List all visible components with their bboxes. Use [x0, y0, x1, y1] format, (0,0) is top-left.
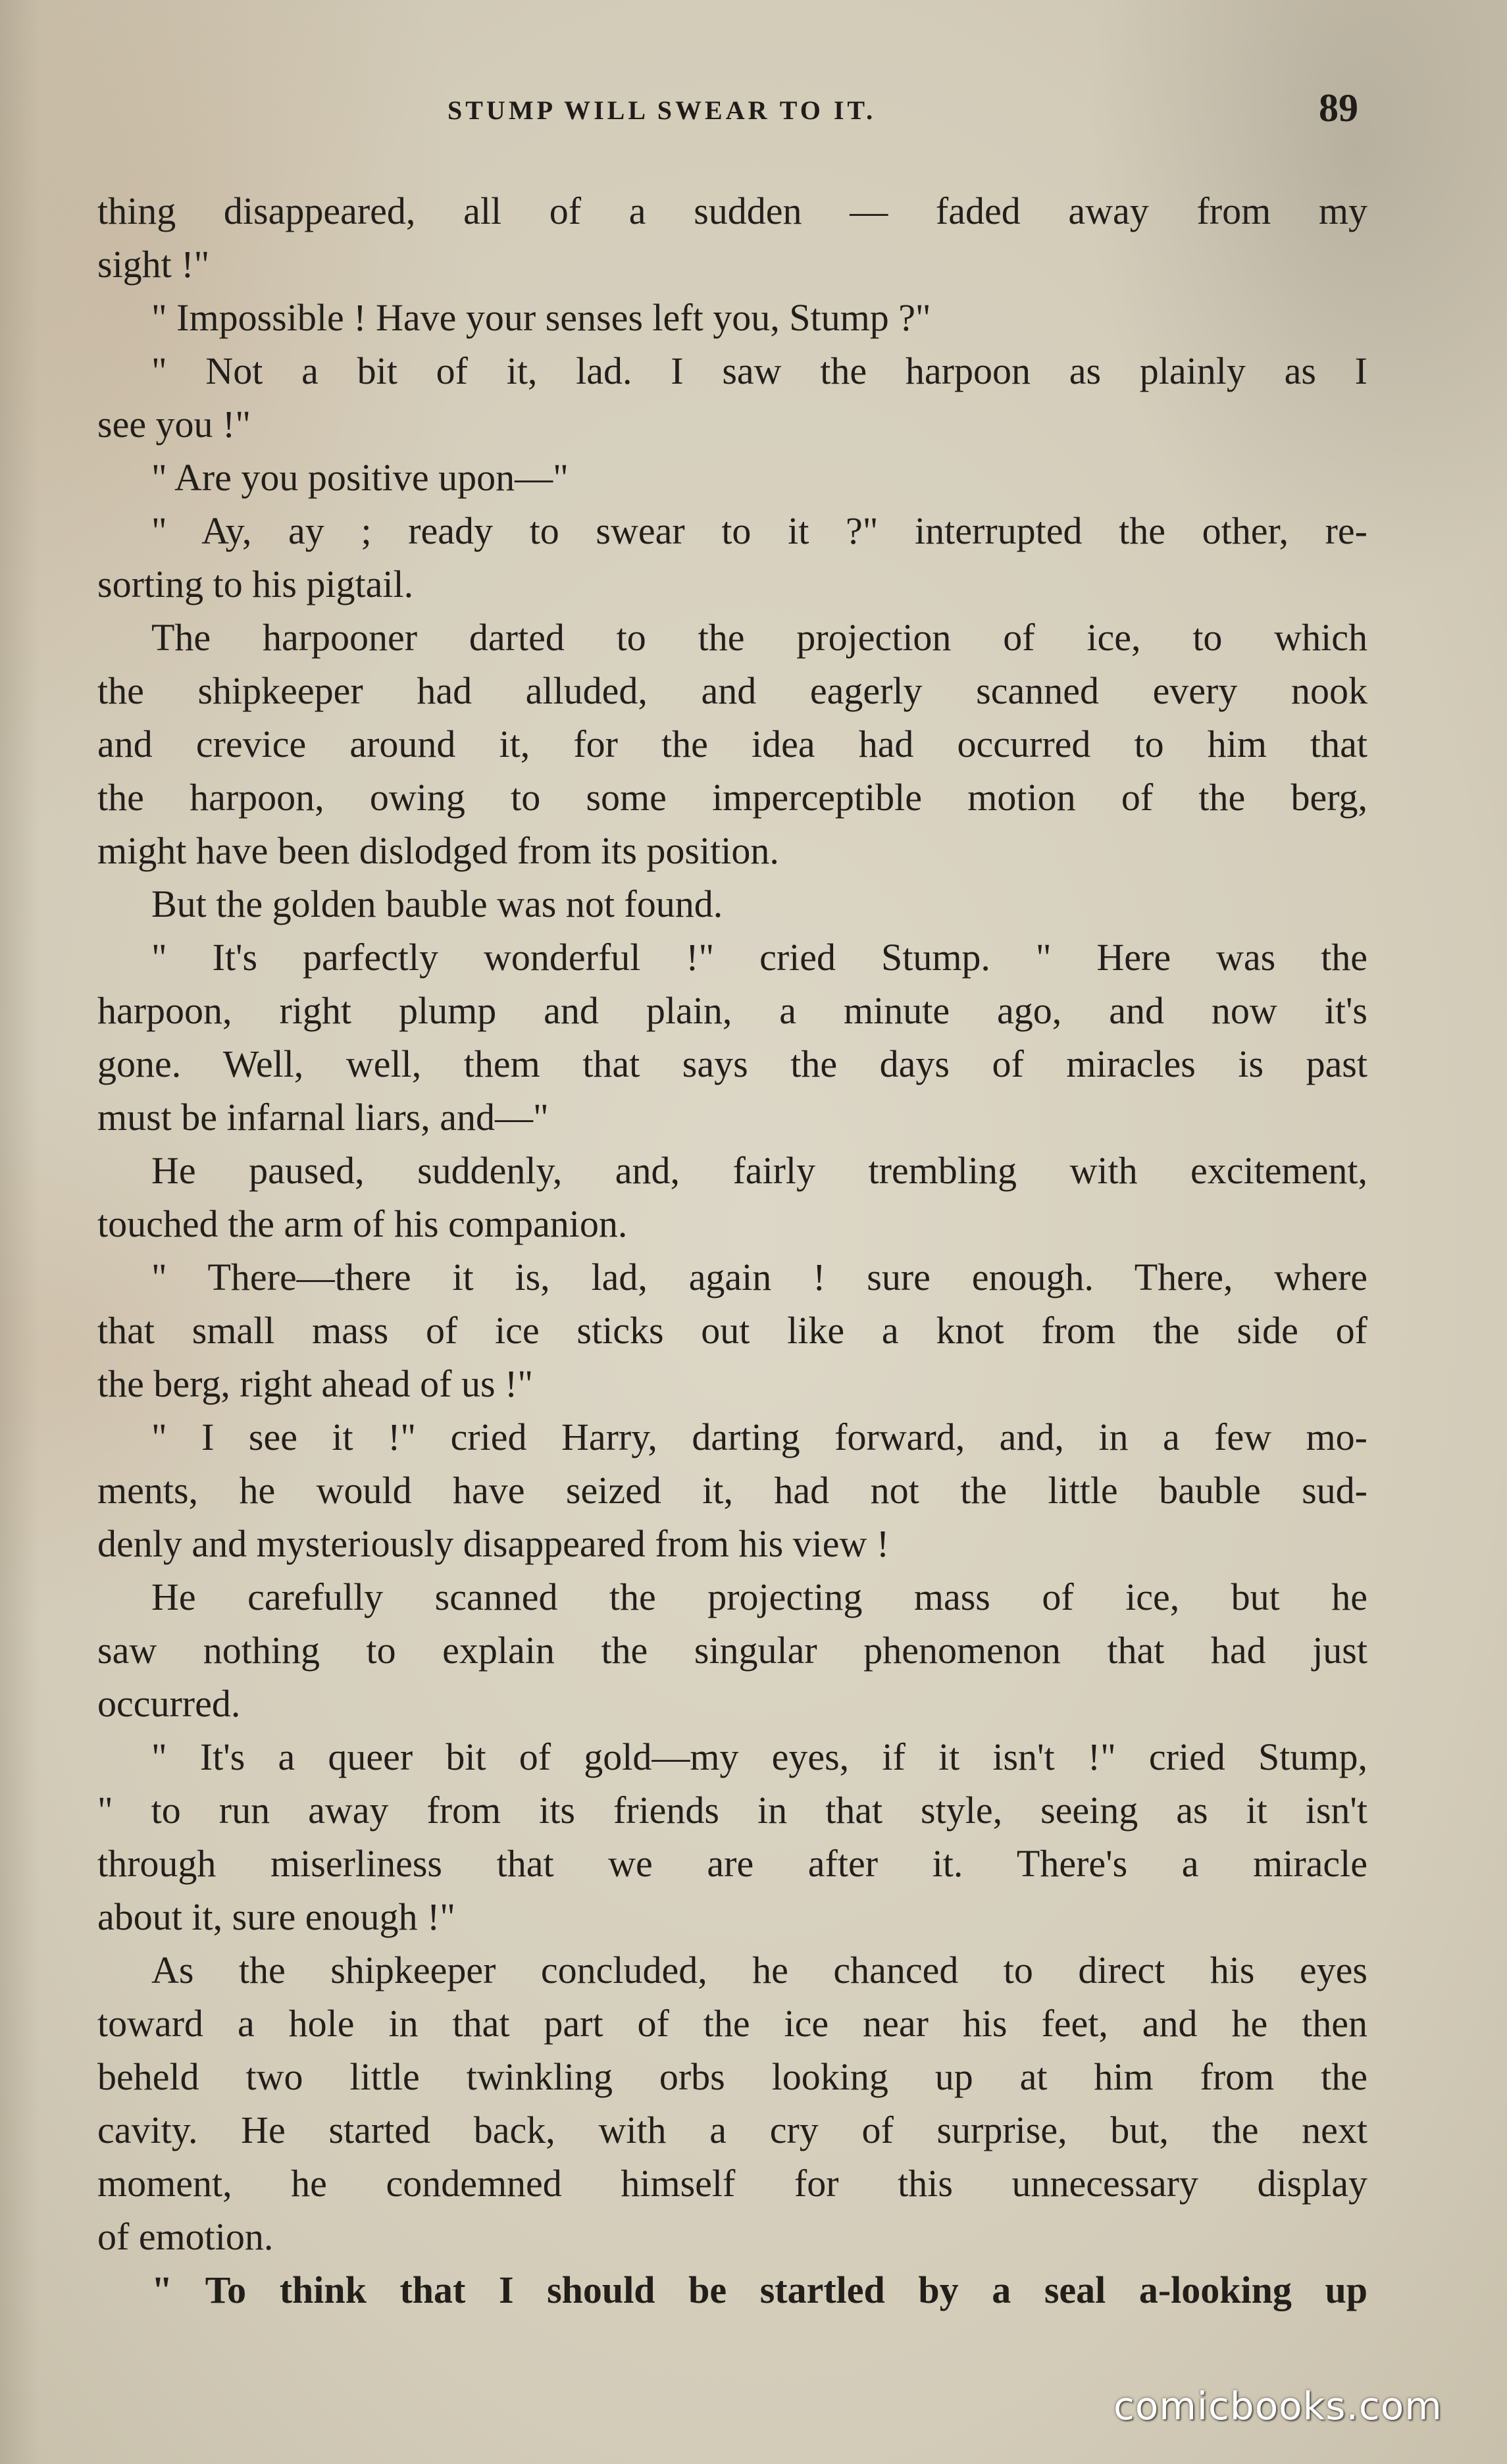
text-line: gone. Well, well, them that says the days of miracles is past	[97, 1042, 1367, 1085]
text-line: " To think that I should be startled by a seal a-looking up	[151, 2269, 1367, 2311]
text-line: " Not a bit of it, lad. I saw the harpoon as plainly as I	[151, 349, 1367, 392]
page-gutter-shadow	[0, 0, 39, 2464]
text-line: " Are you positive upon—"	[151, 456, 569, 499]
text-line: He paused, suddenly, and, fairly trembling with excitement,	[151, 1149, 1367, 1192]
text-line: about it, sure enough !"	[97, 1895, 455, 1938]
site-watermark: comicbooks.com	[1113, 2384, 1443, 2428]
text-line: " to run away from its friends in that style, seeing as it isn't	[97, 1789, 1367, 1832]
text-line: He carefully scanned the projecting mass of ice, but he	[151, 1576, 1367, 1618]
text-line: beheld two little twinkling orbs looking up at him from the	[97, 2055, 1367, 2098]
text-line: But the golden bauble was not found.	[151, 883, 723, 925]
text-line: " It's a queer bit of gold—my eyes, if it isn't !" cried Stump,	[151, 1735, 1367, 1778]
text-line: see you !"	[97, 403, 251, 446]
text-line: touched the arm of his companion.	[97, 1202, 628, 1245]
text-line: must be infarnal liars, and—"	[97, 1096, 549, 1139]
text-line: of emotion.	[97, 2215, 274, 2258]
text-line: " It's parfectly wonderful !" cried Stump. " Here was the	[151, 936, 1367, 979]
text-line: " There—there it is, lad, again ! sure enough. There, where	[151, 1256, 1367, 1298]
text-line: denly and mysteriously disappeared from his view !	[97, 1522, 890, 1565]
text-line: that small mass of ice sticks out like a knot from the side of	[97, 1309, 1367, 1352]
text-line: ments, he would have seized it, had not the little bauble sud-	[97, 1469, 1367, 1512]
text-line: " Impossible ! Have your senses left you, Stump ?"	[151, 296, 931, 339]
text-line: sorting to his pigtail.	[97, 563, 414, 605]
page-header	[0, 86, 1507, 138]
text-line: the shipkeeper had alluded, and eagerly scanned every nook	[97, 669, 1367, 712]
text-line: thing disappeared, all of a sudden — faded away from my	[97, 190, 1367, 232]
text-line: toward a hole in that part of the ice near his feet, and he then	[97, 2002, 1367, 2045]
text-line: the harpoon, owing to some imperceptible motion of the berg,	[97, 776, 1367, 819]
page-number: 89	[1319, 86, 1358, 130]
text-line: " Ay, ay ; ready to swear to it ?" interrupted the other, re-	[151, 509, 1367, 552]
text-line: might have been dislodged from its position.	[97, 829, 779, 872]
text-line: cavity. He started back, with a cry of surprise, but, the next	[97, 2109, 1367, 2151]
text-line: moment, he condemned himself for this unnecessary display	[97, 2162, 1367, 2205]
text-line: The harpooner darted to the projection of ice, to which	[151, 616, 1367, 659]
running-title: STUMP WILL SWEAR TO IT.	[447, 95, 877, 125]
text-line: and crevice around it, for the idea had occurred to him that	[97, 723, 1367, 765]
text-line: occurred.	[97, 1682, 241, 1725]
text-line: sight !"	[97, 243, 210, 286]
text-line: the berg, right ahead of us !"	[97, 1362, 534, 1405]
body-text	[97, 184, 1367, 2317]
text-line: As the shipkeeper concluded, he chanced to direct his eyes	[151, 1949, 1367, 1991]
text-line: " I see it !" cried Harry, darting forward, and, in a few mo-	[151, 1416, 1367, 1458]
text-line: through miserliness that we are after it. There's a miracle	[97, 1842, 1367, 1885]
text-line: saw nothing to explain the singular phenomenon that had just	[97, 1629, 1367, 1672]
text-line: harpoon, right plump and plain, a minute ago, and now it's	[97, 989, 1367, 1032]
